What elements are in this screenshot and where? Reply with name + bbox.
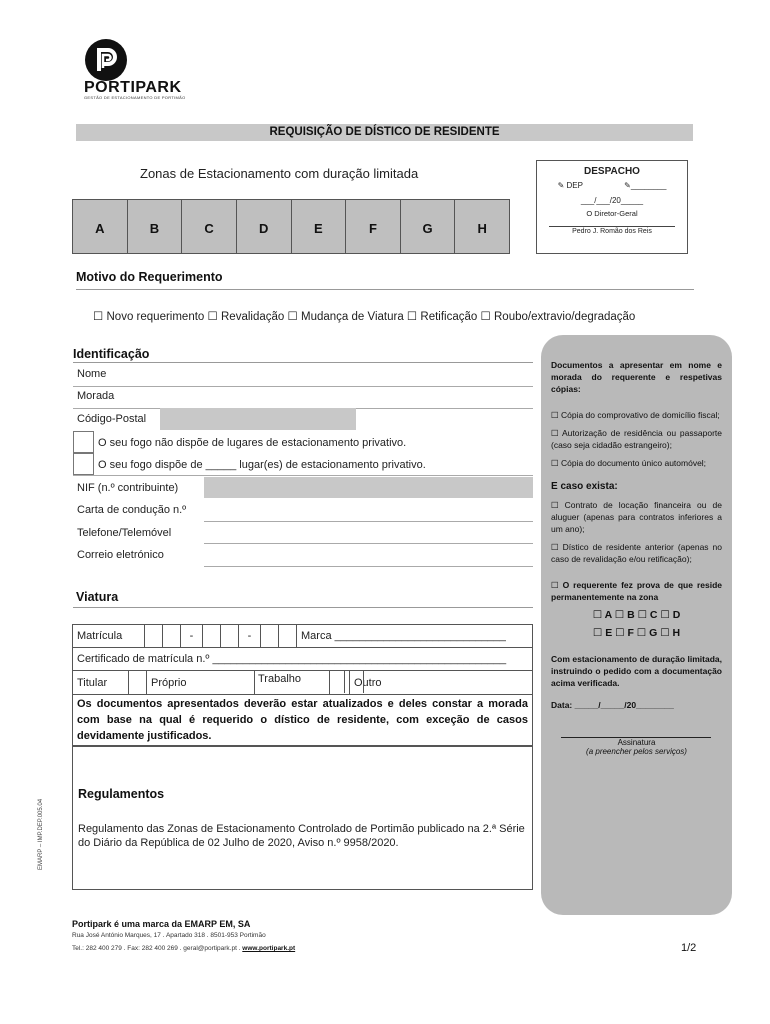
despacho-box [536,160,688,254]
portipark-logo-icon [84,38,128,82]
zone-cell-g[interactable]: G [401,200,456,253]
zone-cell-d[interactable]: D [237,200,292,253]
certificado-field[interactable]: Certificado de matrícula n.º ________________________________________________ [77,653,507,665]
matricula-row [73,625,532,648]
footer-website-link[interactable]: www.portipark.pt [242,945,296,952]
matricula-label: Matrícula [73,625,145,647]
regulamentos-box [72,746,533,890]
proprio-label: Próprio [147,671,255,694]
page-number: 1/2 [681,942,697,954]
sidebar-com: Com estacionamento de duração limitada, instruindo o pedido com a documentação acima verificada. [551,654,722,688]
despacho-dep: ✎ DEP [557,181,583,190]
sidebar-caso-1[interactable]: ☐ Contrato de locação financeira ou de aluguer (apenas para contratos inferiores a um ano); [551,500,722,534]
telefone-label: Telefone/Telemóvel [77,527,172,539]
titular-row [73,671,532,694]
codigo-postal-field[interactable] [160,408,356,430]
regulamentos-heading: Regulamentos [78,787,165,801]
trabalho-label: Trabalho [258,673,302,685]
sidebar-doc-3[interactable]: ☐ Cópia do documento único automóvel; [551,458,707,468]
codigo-postal-label: Código-Postal [77,413,147,425]
zone-cell-b[interactable]: B [128,200,183,253]
identificacao-heading: Identificação [73,347,150,361]
certificado-row [73,648,532,671]
zone-cell-e[interactable]: E [292,200,347,253]
matricula-char[interactable] [261,625,279,647]
matricula-dash: - [239,625,261,647]
zone-cell-c[interactable]: C [182,200,237,253]
matricula-char[interactable] [221,625,239,647]
fogo-sim-label: O seu fogo dispõe de _____ lugar(es) de estacionamento privativo. [98,459,426,471]
matricula-char[interactable] [145,625,163,647]
titular-label: Titular [73,671,129,694]
sidebar-prova[interactable]: ☐ O requerente fez prova de que reside permanentemente na zona [551,580,722,602]
sidebar-data[interactable]: Data: _____/_____/20________ [551,700,674,710]
telefone-field[interactable] [204,543,533,544]
sidebar-preencher: (a preencher pelos serviços) [586,747,687,756]
nome-field[interactable] [73,386,533,387]
footer-address: Rua José António Marques, 17 . Apartado 318 . 8501-953 Portimão [72,932,266,939]
footer-company: Portipark é uma marca da EMARP EM, SA [72,919,251,929]
matricula-char[interactable] [279,625,297,647]
carta-label: Carta de condução n.º [77,504,187,516]
sidebar-caso-2[interactable]: ☐ Dístico de residente anterior (apenas no caso de revalidação e/ou retificação); [551,542,722,564]
motivo-divider [76,289,694,290]
matricula-char[interactable] [203,625,221,647]
despacho-dep-row [537,181,687,190]
regulamentos-text: Regulamento das Zonas de Estacionamento Controlado de Portimão publicado na 2.ª Série do Diário da República de 02 Julho de 2020, Aviso n.º 9958/2020. [78,823,525,849]
despacho-signature-line [549,226,675,227]
matricula-char[interactable] [163,625,181,647]
motivo-heading: Motivo do Requerimento [76,270,223,284]
zones-grid [72,199,510,254]
documents-notice: Os documentos apresentados deverão estar atualizados e deles constar a morada com base na qual é requerido o dístico de residente, com exceção de casos devidamente justificados. [72,693,533,746]
despacho-dep-blank[interactable]: ✎________ [624,181,667,190]
sidebar-doc-2[interactable]: ☐ Autorização de residência ou passaporte (caso seja cidadão estrangeiro); [551,428,722,450]
logo-tagline: GESTÃO DE ESTACIONAMENTO DE PORTIMÃO [84,95,186,100]
nif-field[interactable] [204,477,533,498]
carta-field[interactable] [204,521,533,522]
email-label: Correio eletrónico [77,549,164,561]
outro-checkbox[interactable] [344,670,364,693]
viatura-table [72,624,533,695]
sidebar-doc-1[interactable]: ☐ Cópia do comprovativo de domicílio fiscal; [551,410,720,420]
footer-contacts-text: Tel.: 282 400 279 . Fax: 282 400 269 . geral@portipark.pt . [72,945,243,952]
form-code: EMARP – IMP.DEP.005.04 [38,798,44,870]
sidebar-assinatura: Assinatura [617,738,656,747]
fogo-sim-checkbox[interactable] [73,453,94,475]
zone-cell-f[interactable]: F [346,200,401,253]
viatura-heading: Viatura [76,590,119,604]
sidebar-zonas-row-1[interactable]: ☐ A ☐ B ☐ C ☐ D [592,609,681,621]
fogo-divider [73,475,533,476]
despacho-role: O Diretor-Geral [586,209,638,218]
motivo-options[interactable]: ☐ Novo requerimento ☐ Revalidação ☐ Mudança de Viatura ☐ Retificação ☐ Roubo/extravio/degradação [93,311,636,323]
document-title: REQUISIÇÃO DE DÍSTICO DE RESIDENTE [76,124,693,141]
fogo-nao-checkbox[interactable] [73,431,94,453]
despacho-title: DESPACHO [584,166,640,177]
nome-label: Nome [77,368,107,380]
footer-contacts [72,945,295,952]
nif-label: NIF (n.º contribuinte) [77,482,179,494]
proprio-checkbox[interactable] [129,671,147,694]
zone-cell-h[interactable]: H [477,221,487,236]
morada-label: Morada [77,390,115,402]
matricula-dash: - [181,625,203,647]
zone-cell-a[interactable]: A [73,200,128,253]
logo-wordmark: PORTIPARK [84,79,182,96]
sidebar-zonas-row-2[interactable]: ☐ E ☐ F ☐ G ☐ H [592,627,681,639]
viatura-divider [73,607,533,608]
despacho-date[interactable]: ___/___/20_____ [580,196,644,205]
marca-field[interactable]: Marca ____________________________ [301,630,506,642]
outro-label: Outro [354,676,382,689]
pen-icon: ✎ [624,181,631,190]
fogo-nao-label: O seu fogo não dispõe de lugares de estacionamento privativo. [98,437,407,449]
identificacao-divider [73,362,533,363]
pen-icon: ✎ [557,181,565,190]
despacho-signatory: Pedro J. Romão dos Reis [572,228,652,235]
sidebar-caso-heading: E caso exista: [551,481,618,492]
documents-sidebar [541,335,732,915]
sidebar-intro: Documentos a apresentar em nome e morada do requerente e respetivas cópias: [551,360,722,394]
zones-label: Zonas de Estacionamento com duração limitada [140,166,419,181]
email-field[interactable] [204,566,533,567]
